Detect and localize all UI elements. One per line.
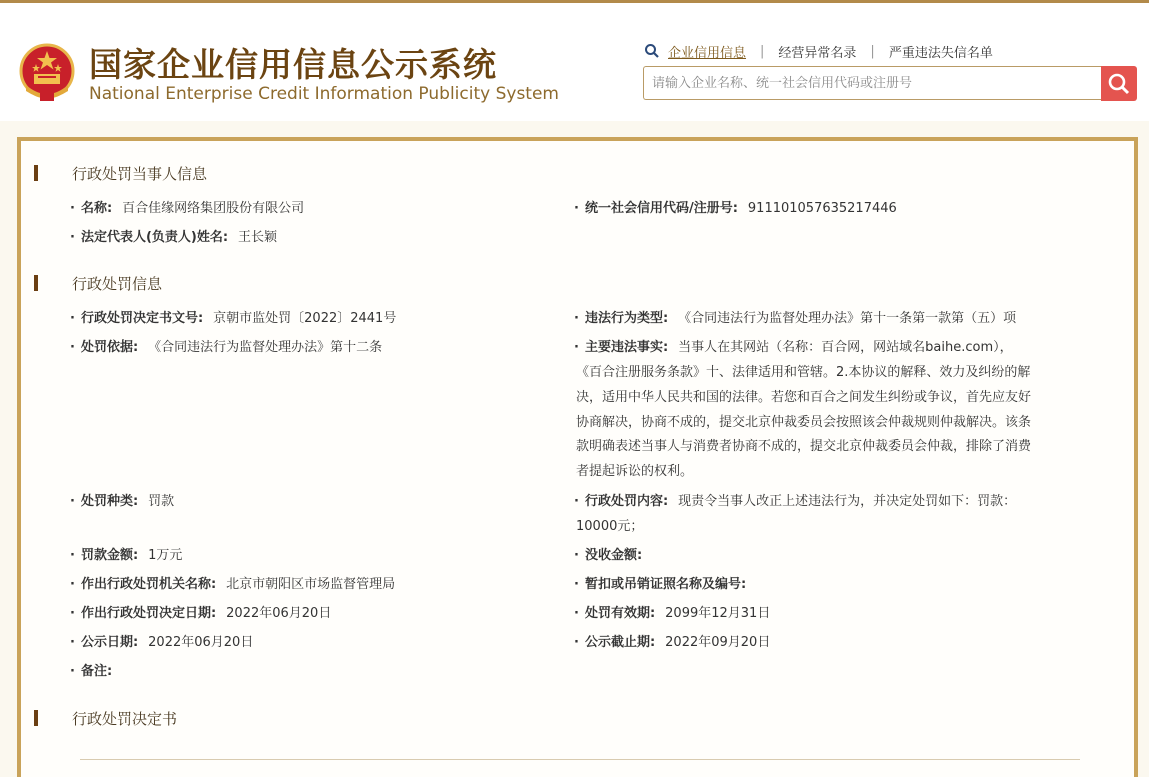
text-line: 者提起诉讼的权利。	[576, 464, 694, 480]
field-penalty-content: · 行政处罚内容: 现责令当事人改正上述违法行为，并决定处罚如下：罚款：	[574, 494, 1017, 509]
field-label: 作出行政处罚决定日期:	[80, 606, 217, 621]
site-title-cn: 国家企业信用信息公示系统	[89, 45, 497, 84]
field-violation-type: · 违法行为类型: 《合同违法行为监督处理办法》第十一条第一款第（五）项	[574, 311, 1017, 326]
site-title-en: National Enterprise Credit Information Publicity System	[89, 84, 559, 104]
field-label: 处罚依据:	[80, 340, 139, 355]
field-value: 王长颖	[238, 230, 278, 245]
field-name: · 名称: 百合佳缘网络集团股份有限公司	[70, 201, 305, 216]
search-button[interactable]	[1101, 66, 1137, 101]
field-label: 罚款金额:	[80, 548, 139, 563]
search-icon	[644, 43, 660, 59]
text-line: 协商解决，协商不成的，提交北京仲裁委员会按照该会仲裁规则仲裁解决。该条	[576, 414, 1032, 430]
text-line: 决，适用中华人民共和国的法律。若您和百合之间发生纠纷或争议，首先应友好	[576, 389, 1032, 405]
nav-separator: |	[870, 43, 875, 59]
nav-enterprise-credit-info[interactable]: 企业信用信息	[668, 45, 747, 61]
field-value: 《合同违法行为监督处理办法》第十二条	[148, 340, 383, 355]
text-line: 款明确表述当事人与消费者协商不成的，提交北京仲裁委员会仲裁，排除了消费	[576, 439, 1032, 455]
field-value: 当事人在其网站（名称：百合网，网站域名baihe.com），	[678, 340, 1013, 355]
field-authority: · 作出行政处罚机关名称: 北京市朝阳区市场监督管理局	[70, 577, 396, 592]
field-label: 行政处罚决定书文号:	[80, 311, 204, 326]
field-penalty-kind: · 处罚种类: 罚款	[70, 494, 175, 509]
field-label: 行政处罚内容:	[584, 494, 669, 509]
field-label: 公示截止期:	[584, 635, 656, 650]
section-title-text: 行政处罚决定书	[72, 710, 178, 728]
field-value: 2022年06月20日	[226, 606, 332, 621]
field-value: 现责令当事人改正上述违法行为，并决定处罚如下：罚款：	[678, 494, 1017, 509]
section-title-decision	[36, 708, 177, 729]
field-main-facts: · 主要违法事实: 当事人在其网站（名称：百合网，网站域名baihe.com），	[574, 340, 1013, 355]
field-label: 统一社会信用代码/注册号:	[584, 201, 738, 216]
field-label: 没收金额:	[584, 548, 643, 563]
field-label: 公示日期:	[80, 635, 139, 650]
field-label: 作出行政处罚机关名称:	[80, 577, 217, 592]
field-value: 1万元	[148, 548, 183, 563]
field-value: 2099年12月31日	[665, 606, 771, 621]
field-legal-rep: · 法定代表人(负责人)姓名: 王长颖	[70, 230, 278, 245]
section-title-party	[36, 163, 207, 184]
field-validity-period: · 处罚有效期: 2099年12月31日	[574, 606, 771, 621]
text-line: 10000元；	[576, 519, 644, 534]
field-label: 处罚种类:	[80, 494, 139, 509]
field-value: 2022年09月20日	[665, 635, 771, 650]
decision-document-top-border	[80, 759, 1080, 760]
search-box	[643, 66, 1101, 100]
field-decision-date: · 作出行政处罚决定日期: 2022年06月20日	[70, 606, 332, 621]
field-label: 处罚有效期:	[584, 606, 656, 621]
field-main-facts-continued	[576, 361, 1076, 485]
national-emblem-icon	[18, 43, 76, 105]
section-title-text: 行政处罚信息	[72, 275, 163, 293]
field-credit-code: · 统一社会信用代码/注册号: 911101057635217446	[574, 201, 897, 216]
field-value: 北京市朝阳区市场监督管理局	[226, 577, 396, 592]
site-header	[0, 3, 1149, 121]
field-label: 备注:	[80, 664, 113, 679]
field-publish-date: · 公示日期: 2022年06月20日	[70, 635, 254, 650]
field-value: 京朝市监处罚〔2022〕2441号	[213, 311, 397, 326]
field-value: 百合佳缘网络集团股份有限公司	[122, 201, 305, 216]
section-title-text: 行政处罚当事人信息	[72, 165, 208, 183]
top-nav	[644, 40, 993, 62]
field-penalty-basis: · 处罚依据: 《合同违法行为监督处理办法》第十二条	[70, 340, 383, 355]
nav-abnormal-operation-list[interactable]: 经营异常名录	[778, 45, 857, 61]
field-license-suspension: · 暂扣或吊销证照名称及编号:	[574, 577, 747, 592]
section-title-bar	[34, 710, 38, 726]
field-publish-end-date: · 公示截止期: 2022年09月20日	[574, 635, 771, 650]
field-value: 911101057635217446	[747, 201, 897, 216]
section-title-bar	[34, 275, 38, 291]
text-line: 《百合注册服务条款》十、法律适用和管辖。2.本协议的解释、效力及纠纷的解	[576, 365, 1031, 380]
field-label: 暂扣或吊销证照名称及编号:	[584, 577, 747, 592]
section-title-penalty	[36, 273, 162, 294]
field-label: 主要违法事实:	[584, 340, 669, 355]
field-fine-amount: · 罚款金额: 1万元	[70, 548, 183, 563]
field-label: 名称:	[80, 201, 113, 216]
nav-serious-violation-list[interactable]: 严重违法失信名单	[888, 45, 993, 61]
search-input[interactable]	[644, 67, 1101, 99]
field-remark: · 备注:	[70, 664, 113, 679]
section-title-bar	[34, 165, 38, 181]
field-penalty-content-continued	[576, 515, 1076, 540]
field-label: 违法行为类型:	[584, 311, 669, 326]
field-value: 《合同违法行为监督处理办法》第十一条第一款第（五）项	[678, 311, 1017, 326]
search-icon	[1107, 72, 1131, 96]
field-value: 2022年06月20日	[148, 635, 254, 650]
field-value: 罚款	[148, 494, 175, 509]
field-decision-doc-no: · 行政处罚决定书文号: 京朝市监处罚〔2022〕2441号	[70, 311, 397, 326]
nav-separator: |	[760, 43, 765, 59]
field-label: 法定代表人(负责人)姓名:	[80, 230, 229, 245]
field-confiscation-amount: · 没收金额:	[574, 548, 643, 563]
